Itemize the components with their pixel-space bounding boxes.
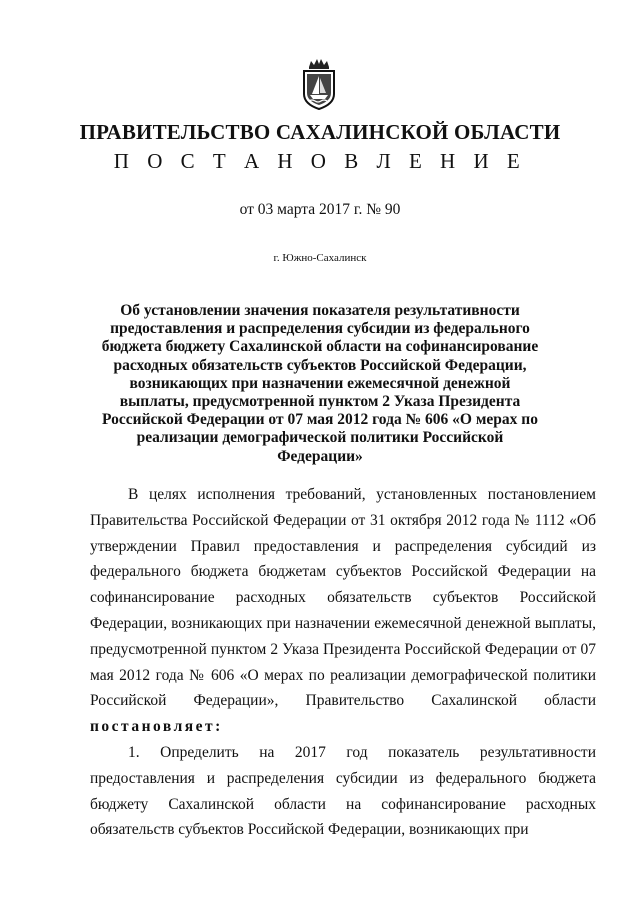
document-title: Об установлении значения показателя результативности предоставления и распределения субсидии из федерального бюджета бюджету Сахалинской области на софинансирование расходных обязательств субъектов Российской Федерации, возникающих при назначении ежемесячной денежной выплаты, предусмотренной пунктом 2 Указа Президента Российской Федерации от 07 мая 2012 года № 606 «О мерах по реализации демографической политики Российской Федерации» [101,302,539,465]
document-date-number: от 03 марта 2017 г. № 90 [239,201,401,218]
document-body [90,482,596,843]
organization-heading: ПРАВИТЕЛЬСТВО САХАЛИНСКОЙ ОБЛАСТИ [79,120,561,144]
decree-word: постановляет: [90,718,223,736]
document-type-heading: П О С Т А Н О В Л Е Н И Е [113,149,527,173]
coat-of-arms-icon [301,58,337,110]
item-1-paragraph: 1. Определить на 2017 год показатель результативности предоставления и распределения субсидии из федерального бюджета бюджету Сахалинской области на софинансирование расходных обязательств субъектов Российской Федерации, возникающих при [90,743,596,839]
preamble-text: В целях исполнения требований, установленных постановлением Правительства Российской Федерации от 31 октября 2012 года № 1112 «Об утверждении Правил предоставления и распределения субсидий из федерального бюджета бюджетам субъектов Российской Федерации на софинансирование расходных обязательств субъектов Российской Федерации, возникающих при назначении ежемесячной денежной выплаты, предусмотренной пунктом 2 Указа Президента Российской Федерации от 07 мая 2012 года № 606 «О мерах по реализации демографической политики Российской Федерации», Правительство Сахалинской области [90,486,596,710]
preamble-paragraph [90,482,596,740]
document-city: г. Южно-Сахалинск [273,252,367,264]
